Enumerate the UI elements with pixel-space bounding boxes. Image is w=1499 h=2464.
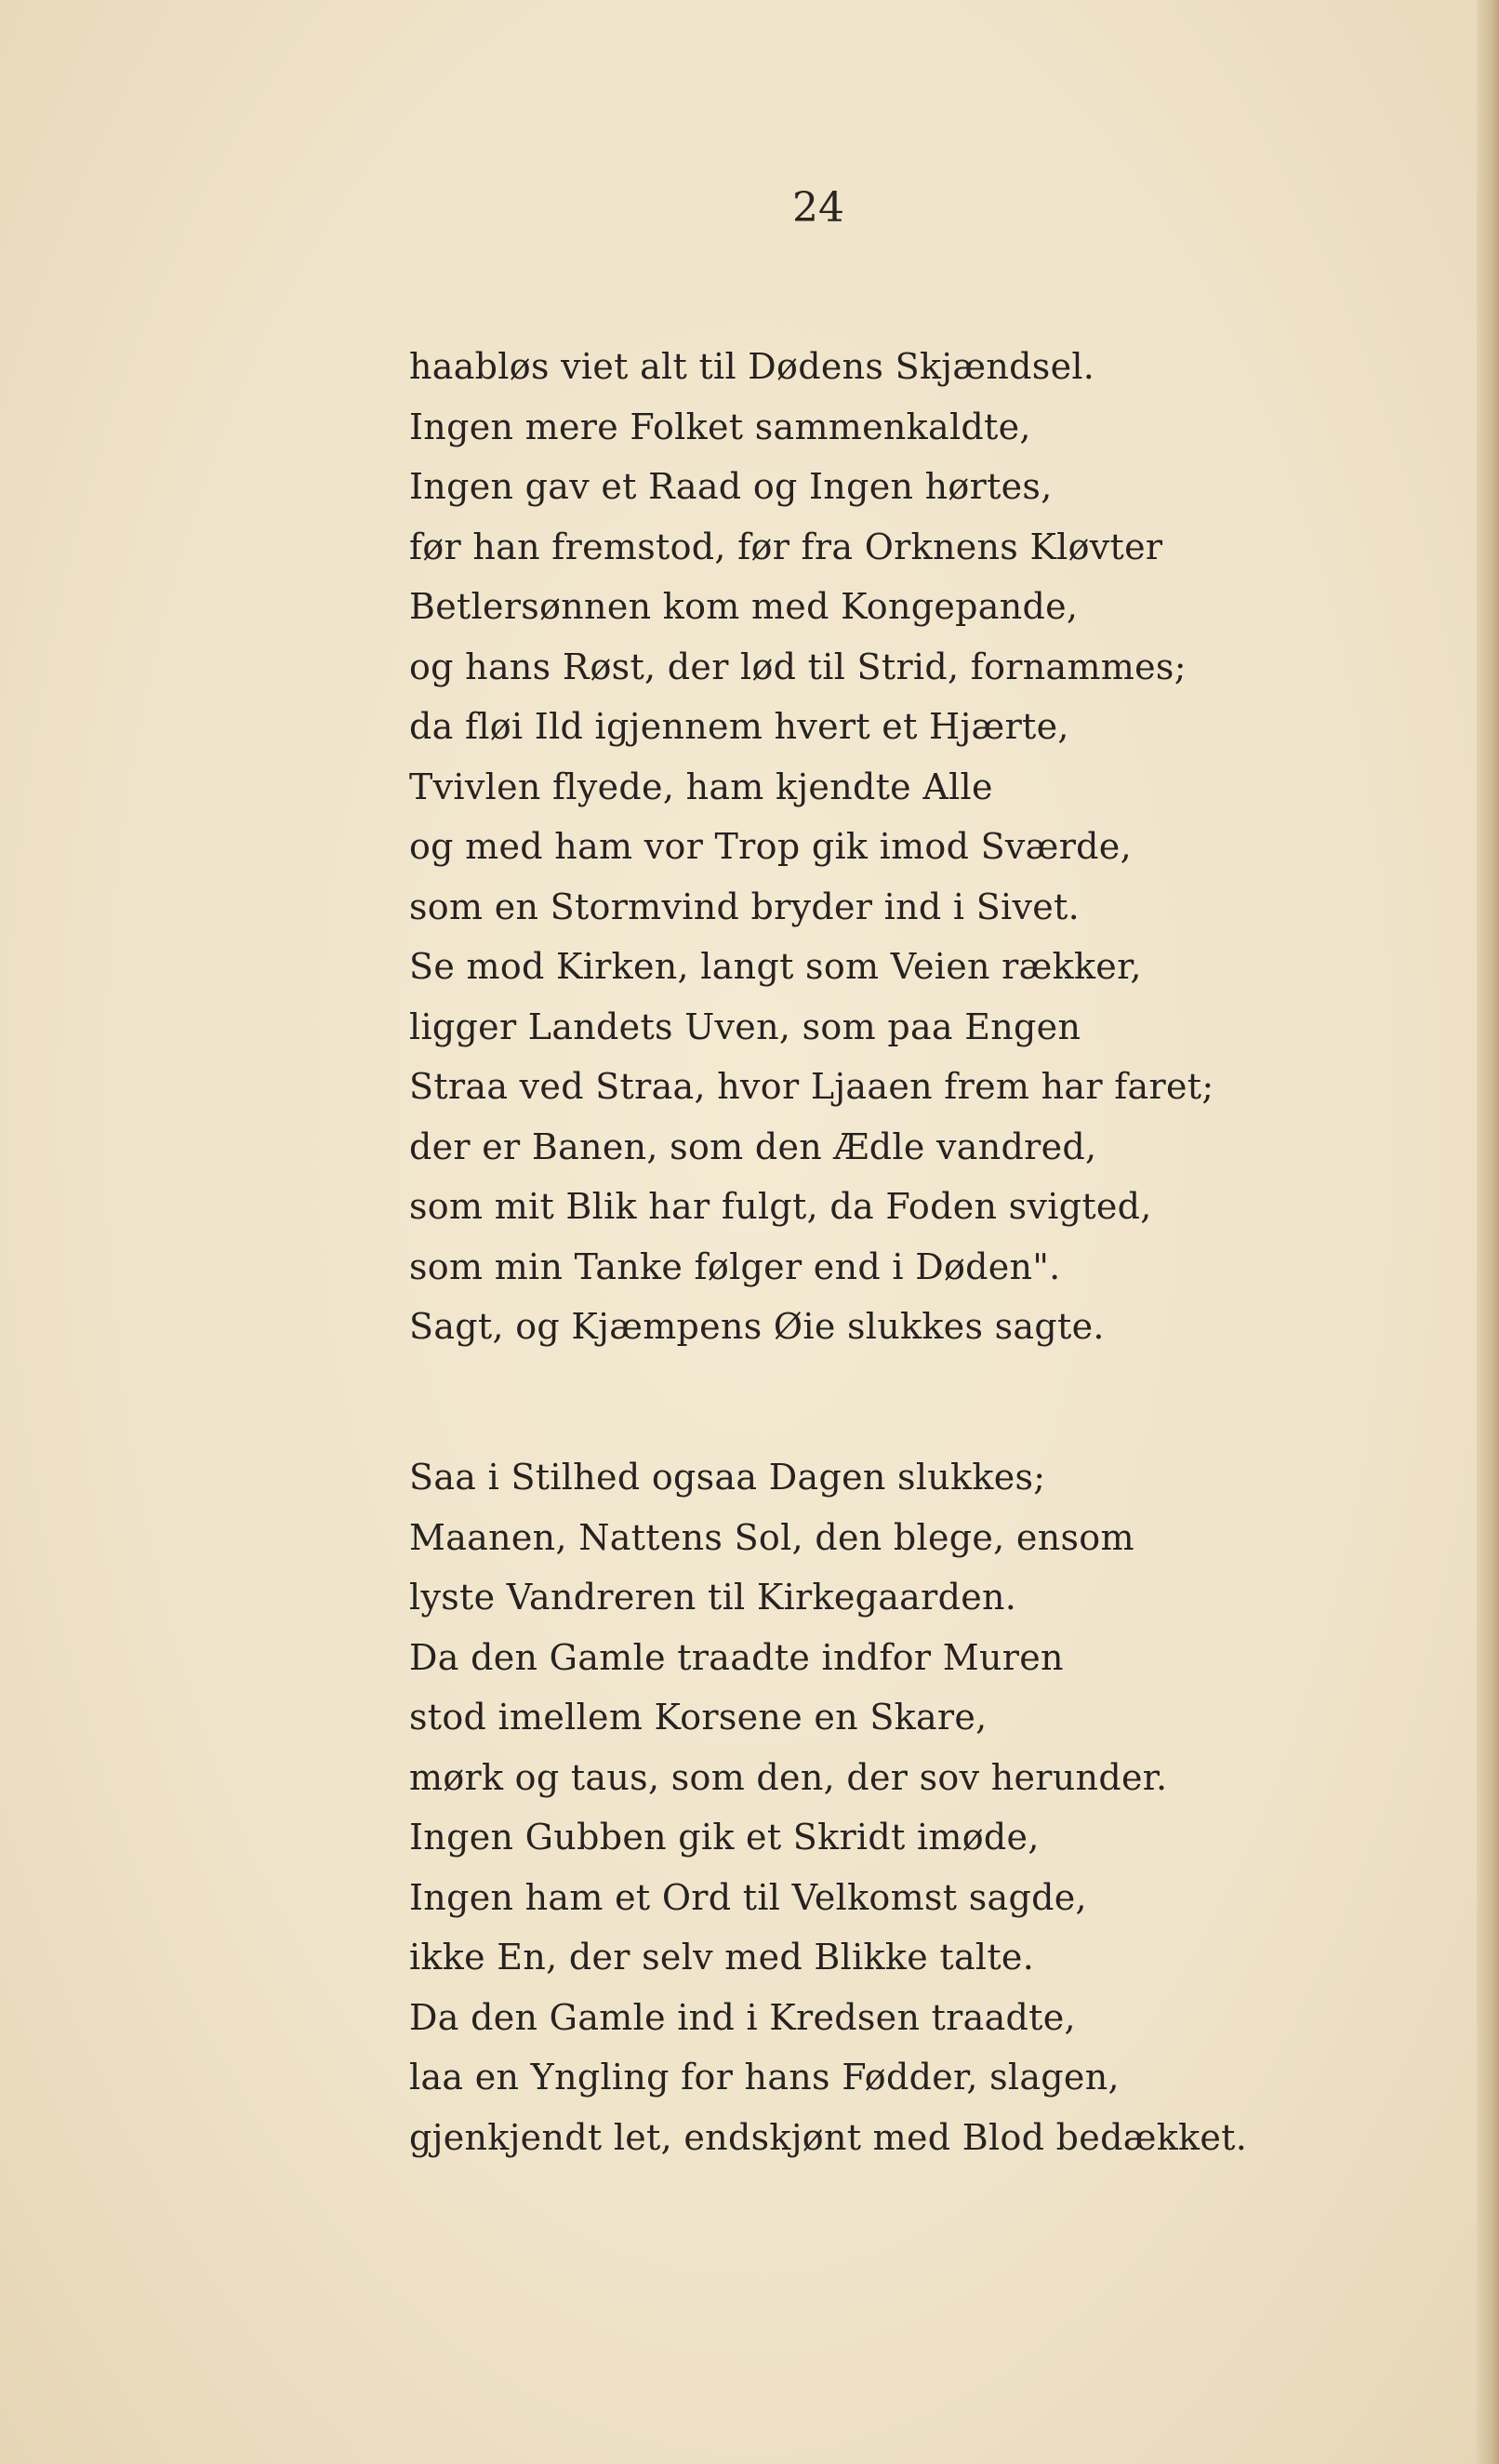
verse-line: der er Banen, som den Ædle vandred,: [409, 1125, 1097, 1167]
page-edge: [1477, 0, 1499, 2464]
verse-line: Betlersønnen kom med Kongepande,: [409, 586, 1079, 627]
stanza-2: [409, 1447, 1247, 2167]
verse-line: som mit Blik har fulgt, da Foden svigted,: [409, 1186, 1152, 1227]
verse-line: Ingen Gubben gik et Skridt imøde,: [409, 1817, 1040, 1858]
verse-line: som en Stormvind bryder ind i Sivet.: [409, 886, 1080, 927]
verse-line: Maanen, Nattens Sol, den blege, ensom: [409, 1516, 1134, 1558]
verse-line: Ingen ham et Ord til Velkomst sagde,: [409, 1876, 1087, 1918]
verse-line: Ingen gav et Raad og Ingen hørtes,: [409, 466, 1053, 507]
verse-line: før han fremstod, før fra Orknens Kløvter: [409, 526, 1163, 567]
verse-line: ikke En, der selv med Blikke talte.: [409, 1937, 1035, 1978]
verse-line: Sagt, og Kjæmpens Øie slukkes sagte.: [409, 1306, 1105, 1347]
verse-line: som min Tanke følger end i Døden".: [409, 1245, 1061, 1287]
verse-line: Straa ved Straa, hvor Ljaaen frem har faret;: [409, 1066, 1214, 1107]
verse-line: gjenkjendt let, endskjønt med Blod bedækket.: [409, 2116, 1248, 2158]
verse-line: og hans Røst, der lød til Strid, fornammes;: [409, 646, 1187, 687]
verse-line: Saa i Stilhed ogsaa Dagen slukkes;: [409, 1457, 1046, 1498]
verse-line: lyste Vandreren til Kirkegaarden.: [409, 1577, 1017, 1618]
verse-line: Da den Gamle ind i Kredsen traadte,: [409, 1996, 1076, 2038]
verse-line: laa en Yngling for hans Fødder, slagen,: [409, 2057, 1120, 2098]
verse-line: og med ham vor Trop gik imod Sværde,: [409, 826, 1132, 867]
verse-line: ligger Landets Uven, som paa Engen: [409, 1006, 1081, 1047]
page-number: 24: [792, 184, 844, 232]
verse-line: mørk og taus, som den, der sov herunder.: [409, 1756, 1168, 1798]
verse-line: Ingen mere Folket sammenkaldte,: [409, 406, 1031, 447]
verse-line: stod imellem Korsene en Skare,: [409, 1697, 988, 1738]
verse-line: Tvivlen flyede, ham kjendte Alle: [409, 766, 993, 807]
stanza-1: [409, 337, 1214, 1357]
verse-line: Se mod Kirken, langt som Veien rækker,: [409, 946, 1142, 987]
verse-line: da fløi Ild igjennem hvert et Hjærte,: [409, 706, 1069, 747]
verse-line: Da den Gamle traadte indfor Muren: [409, 1636, 1064, 1678]
verse-line: haabløs viet alt til Dødens Skjændsel.: [409, 346, 1095, 387]
